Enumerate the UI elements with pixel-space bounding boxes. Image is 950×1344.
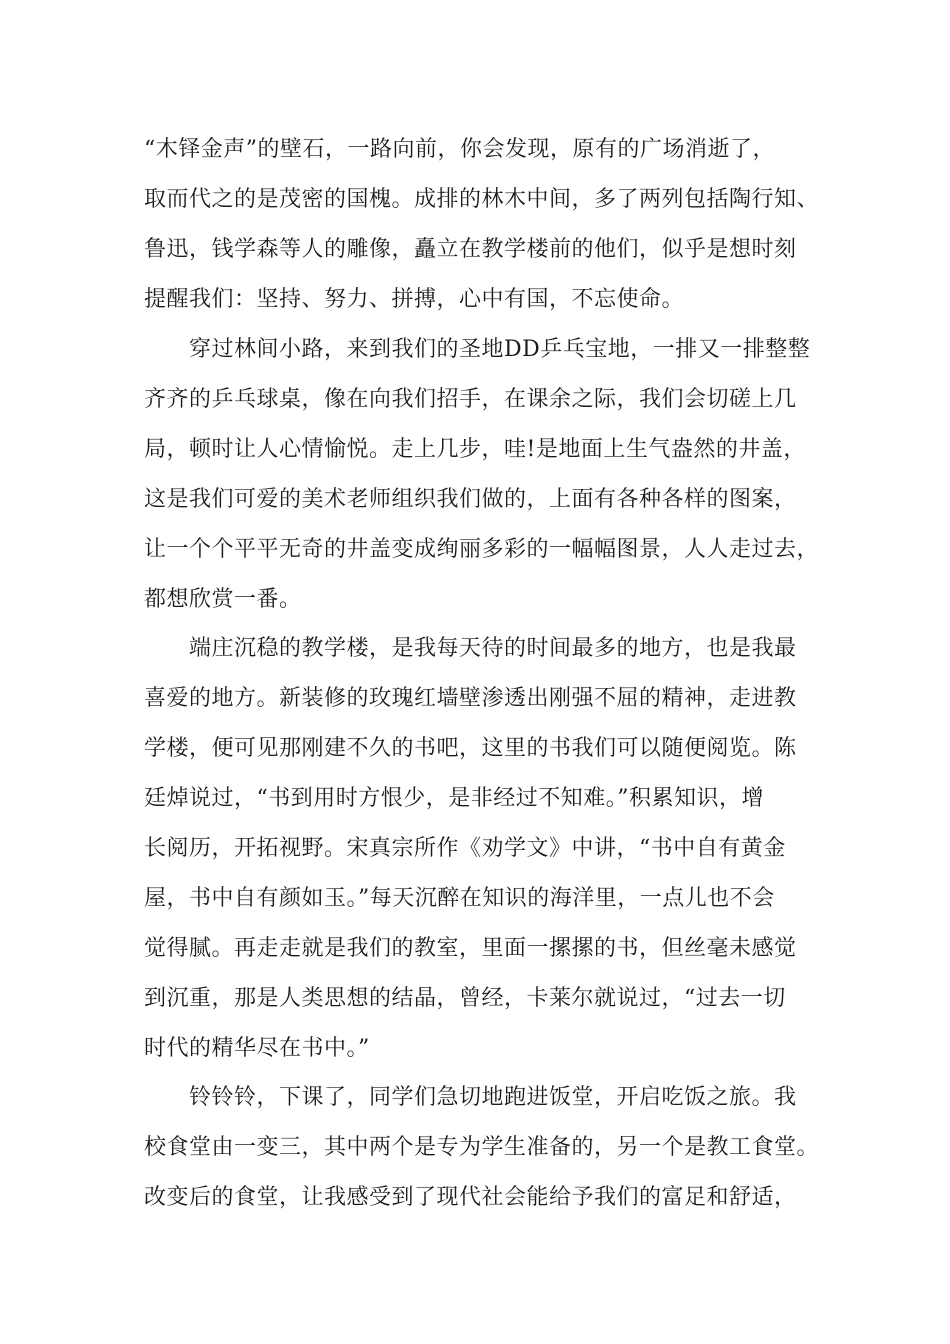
- text-line: 时代的精华尽在书中。”: [144, 1036, 370, 1061]
- paragraph-first-line: 穿过林间小路，来到我们的圣地DD乒乓宝地，一排又一排整整: [189, 337, 811, 362]
- text-line: 改变后的食堂，让我感受到了现代社会能给予我们的富足和舒适，: [144, 1185, 797, 1210]
- text-line: 屋，书中自有颜如玉。”每天沉醉在知识的海洋里，一点儿也不会: [144, 886, 775, 911]
- text-line: 让一个个平平无奇的井盖变成绚丽多彩的一幅幅图景，人人走过去，: [144, 537, 820, 562]
- paragraph-first-line: 端庄沉稳的教学楼，是我每天待的时间最多的地方，也是我最: [189, 636, 797, 661]
- text-line: “木铎金声”的壁石，一路向前，你会发现，原有的广场消逝了，: [144, 137, 775, 162]
- text-line: 觉得腻。再走走就是我们的教室，里面一摞摞的书，但丝毫未感觉: [144, 936, 797, 961]
- text-line: 学楼，便可见那刚建不久的书吧，这里的书我们可以随便阅览。陈: [144, 736, 797, 761]
- text-line: 这是我们可爱的美术老师组织我们做的，上面有各种各样的图案，: [144, 487, 797, 512]
- text-line: 到沉重，那是人类思想的结晶，曾经，卡莱尔就说过，“过去一切: [144, 986, 786, 1011]
- text-line: 鲁迅，钱学森等人的雕像，矗立在教学楼前的他们，似乎是想时刻: [144, 237, 797, 262]
- text-line: 齐齐的乒乓球桌，像在向我们招手，在课余之际，我们会切磋上几: [144, 387, 797, 412]
- text-line: 长阅历，开拓视野。宋真宗所作《劝学文》中讲，“书中自有黄金: [144, 836, 786, 861]
- text-line: 提醒我们：坚持、努力、拼搏，心中有国，不忘使命。: [144, 287, 685, 312]
- text-line: 校食堂由一变三，其中两个是专为学生准备的，另一个是教工食堂。: [144, 1135, 820, 1160]
- paragraph-first-line: 铃铃铃，下课了，同学们急切地跑进饭堂，开启吃饭之旅。我: [189, 1085, 797, 1110]
- text-line: 喜爱的地方。新装修的玫瑰红墙壁渗透出刚强不屈的精神，走进教: [144, 686, 797, 711]
- text-line: 取而代之的是茂密的国槐。成排的林木中间，多了两列包括陶行知、: [144, 187, 820, 212]
- text-line: 都想欣赏一番。: [144, 587, 302, 612]
- text-line: 局，顿时让人心情愉悦。走上几步，哇!是地面上生气盎然的井盖，: [144, 437, 806, 462]
- text-line: 廷焯说过，“书到用时方恨少，是非经过不知难。”积累知识，增: [144, 786, 764, 811]
